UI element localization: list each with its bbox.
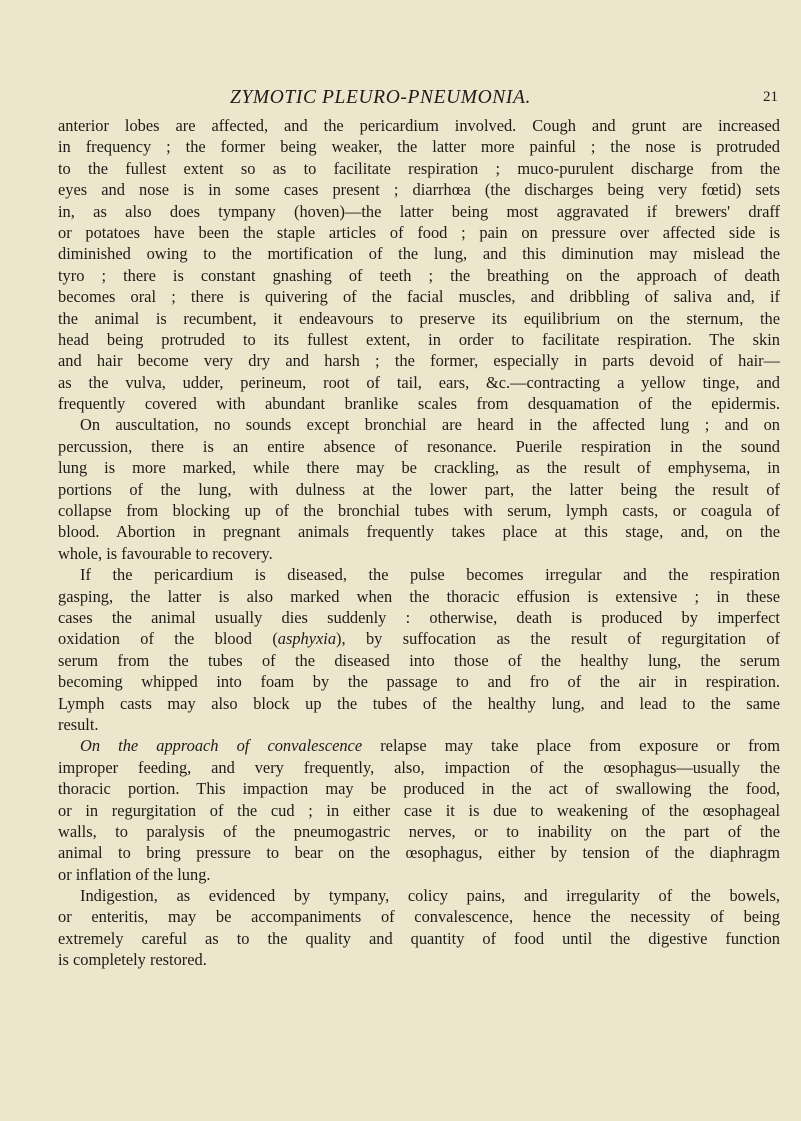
text-line: blood. Abortion in pregnant animals frequently takes place at this stage, and, on the bbox=[58, 522, 780, 542]
text-line: in, as also does tympany (hoven)—the latter being most aggravated if brewers' draff bbox=[58, 201, 780, 221]
text-fragment: oxidation of the blood ( bbox=[58, 629, 278, 649]
text-line: Lymph casts may also block up the tubes of the healthy lung, and lead to the same bbox=[58, 693, 780, 713]
text-line: head being protruded to its fullest extent, in order to facilitate respiration. The skin bbox=[58, 329, 780, 349]
text-line: serum from the tubes of the diseased into those of the healthy lung, the serum bbox=[58, 650, 780, 670]
text-line: is completely restored. bbox=[58, 950, 207, 970]
text-line: to the fullest extent so as to facilitate respiration ; muco-purulent discharge from the bbox=[58, 158, 780, 178]
text-line: whole, is favourable to recovery. bbox=[58, 543, 273, 563]
text-line: walls, to paralysis of the pneumogastric nerves, or to inability on the part of the bbox=[58, 821, 780, 841]
text-line: On auscultation, no sounds except bronchial are heard in the affected lung ; and on bbox=[80, 415, 780, 435]
text-line: and hair become very dry and harsh ; the former, especially in parts devoid of hair— bbox=[58, 351, 780, 371]
italic-term-asphyxia: asphyxia bbox=[277, 629, 337, 649]
text-line: frequently covered with abundant branlike scales from desquamation of the epidermis. bbox=[58, 394, 780, 414]
text-fragment: On bbox=[80, 736, 101, 756]
running-head bbox=[60, 87, 778, 113]
italic-phrase-convalescence: the approach of convalescence bbox=[118, 736, 363, 756]
running-title: ZYMOTIC PLEURO-PNEUMONIA. bbox=[230, 87, 531, 108]
page-number: 21 bbox=[763, 89, 778, 105]
text-line: anterior lobes are affected, and the pericardium involved. Cough and grunt are increased bbox=[58, 116, 780, 135]
text-line: becomes oral ; there is quivering of the facial muscles, and dribbling of saliva and, if bbox=[58, 287, 780, 307]
text-line: in frequency ; the former being weaker, the latter more painful ; the nose is protruded bbox=[58, 137, 780, 157]
text-line: gasping, the latter is also marked when the thoracic effusion is extensive ; in these bbox=[58, 586, 780, 606]
text-line: percussion, there is an entire absence of resonance. Puerile respiration in the sound bbox=[58, 436, 780, 456]
text-fragment: ), by suffocation as the result of regurgitation of bbox=[336, 629, 780, 649]
text-line: portions of the lung, with dulness at the lower part, the latter being the result of bbox=[58, 479, 780, 499]
text-line: or enteritis, may be accompaniments of convalescence, hence the necessity of being bbox=[58, 907, 780, 927]
text-line: extremely careful as to the quality and quantity of food until the digestive function bbox=[58, 928, 780, 948]
text-line: improper feeding, and very frequently, also, impaction of the œsophagus—usually the bbox=[58, 757, 780, 777]
text-line: thoracic portion. This impaction may be produced in the act of swallowing the food, bbox=[58, 779, 780, 799]
text-line: result. bbox=[58, 714, 99, 734]
text-line: tyro ; there is constant gnashing of teeth ; the breathing on the approach of death bbox=[58, 265, 780, 285]
text-line: or potatoes have been the staple articles of food ; pain on pressure over affected side is bbox=[58, 222, 780, 242]
text-line: Indigestion, as evidenced by tympany, colicy pains, and irregularity of the bowels, bbox=[80, 886, 780, 906]
text-line: eyes and nose is in some cases present ; diarrhœa (the discharges being very fœtid) sets bbox=[58, 180, 780, 200]
text-line: or inflation of the lung. bbox=[58, 864, 211, 884]
text-line: If the pericardium is diseased, the pulse becomes irregular and the respiration bbox=[80, 565, 780, 585]
text-line bbox=[58, 628, 780, 649]
text-line: animal to bring pressure to bear on the œsophagus, either by tension of the diaphragm bbox=[58, 843, 780, 863]
text-fragment: relapse may take place from exposure or from bbox=[362, 736, 780, 756]
text-line: lung is more marked, while there may be crackling, as the result of emphysema, in bbox=[58, 458, 780, 478]
text-line: the animal is recumbent, it endeavours to preserve its equilibrium on the sternum, the bbox=[58, 308, 780, 328]
body-text bbox=[58, 115, 780, 971]
text-line: cases the animal usually dies suddenly : otherwise, death is produced by imperfect bbox=[58, 607, 780, 627]
text-line bbox=[58, 735, 780, 756]
text-line: collapse from blocking up of the bronchial tubes with serum, lymph casts, or coagula of bbox=[58, 501, 780, 521]
text-line: diminished owing to the mortification of the lung, and this diminution may mislead the bbox=[58, 244, 780, 264]
text-line: as the vulva, udder, perineum, root of tail, ears, &c.—contracting a yellow tinge, and bbox=[58, 372, 780, 392]
text-line: or in regurgitation of the cud ; in either case it is due to weakening of the œsophageal bbox=[58, 800, 780, 820]
text-line: becoming whipped into foam by the passage to and fro of the air in respiration. bbox=[58, 672, 780, 692]
